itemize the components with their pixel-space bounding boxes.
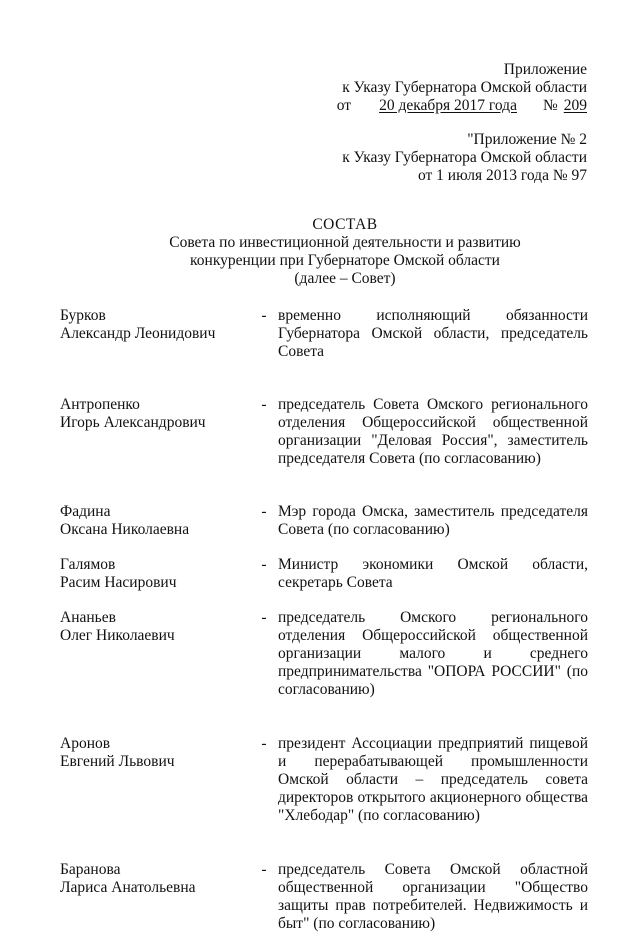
member-given-names: Евгений Львович [60,753,175,770]
member-dash: - [261,735,267,752]
date-underlined [357,97,543,114]
members-list [60,307,588,933]
title-line-2: конкуренции при Губернаторе Омской области [190,252,500,269]
member-given-names: Лариса Анатольевна [60,879,196,896]
member-name [60,735,250,771]
member-row [60,609,588,699]
member-role: председатель Совета Омской областной общественной организации "Общество защиты прав потребителей. Недвижимость и быт" (по согласованию) [278,861,588,932]
member-given-names: Оксана Николаевна [60,521,190,538]
annex2-title: "Приложение № 2 [467,131,587,148]
title-line-3: (далее – Совет) [294,270,396,287]
decree-date: 20 декабря 2017 года [379,97,517,114]
member-name [60,556,250,592]
member-role: председатель Совета Омского регионального отделения Общероссийской общественной организации "Деловая Россия", заместитель председателя Совета (по согласованию) [278,396,588,467]
title-main: СОСТАВ [312,216,378,233]
member-surname: Фадина [60,503,111,520]
member-given-names: Расим Насирович [60,574,177,591]
annex-header-decree [337,61,587,115]
member-role: Мэр города Омска, заместитель председателя Совета (по согласованию) [278,503,588,538]
member-row [60,556,588,592]
member-surname: Ананьев [60,609,116,626]
member-role: Министр экономики Омской области, секретарь Совета [278,556,588,591]
number-underlined [558,97,587,114]
member-surname: Бурков [60,307,106,324]
member-dash: - [261,609,267,626]
member-surname: Аронов [60,735,111,752]
annex2-date: от 1 июля 2013 года № 97 [417,167,587,184]
member-given-names: Олег Николаевич [60,627,175,644]
member-name [60,609,250,645]
member-dash: - [261,861,267,878]
number-sign: № [542,97,558,114]
member-dash: - [261,307,267,324]
member-dash: - [261,396,267,413]
member-row [60,735,588,825]
member-surname: Баранова [60,861,121,878]
member-row [60,503,588,539]
member-surname: Антропенко [60,396,140,413]
member-surname: Галямов [60,556,116,573]
annex-date-line [337,97,587,115]
decree-number: 209 [563,97,587,114]
date-prefix: от [336,97,352,114]
annex-title: Приложение [503,61,587,78]
member-name [60,307,250,343]
annex2-reference: к Указу Губернатора Омской области [342,149,587,166]
document-title [120,216,570,288]
annex-header-original [342,131,587,185]
member-given-names: Игорь Александрович [60,414,206,431]
member-name [60,503,250,539]
annex-reference: к Указу Губернатора Омской области [342,79,587,96]
member-row [60,307,588,361]
member-name [60,861,250,897]
member-role: президент Ассоциации предприятий пищевой и перерабатывающей промышленности Омской области – председатель совета директоров открытого акционерного общества "Хлебодар" (по согласованию) [278,735,588,824]
member-role: временно исполняющий обязанности Губернатора Омской области, председатель Совета [278,307,588,360]
member-dash: - [261,556,267,573]
title-line-1: Совета по инвестиционной деятельности и развитию [169,234,521,251]
member-row [60,396,588,468]
member-dash: - [261,503,267,520]
member-given-names: Александр Леонидович [60,325,216,342]
member-row [60,861,588,933]
member-name [60,396,250,432]
member-role: председатель Омского регионального отделения Общероссийской общественной организации малого и среднего предпринимательства "ОПОРА РОССИИ" (по согласованию) [278,609,588,698]
